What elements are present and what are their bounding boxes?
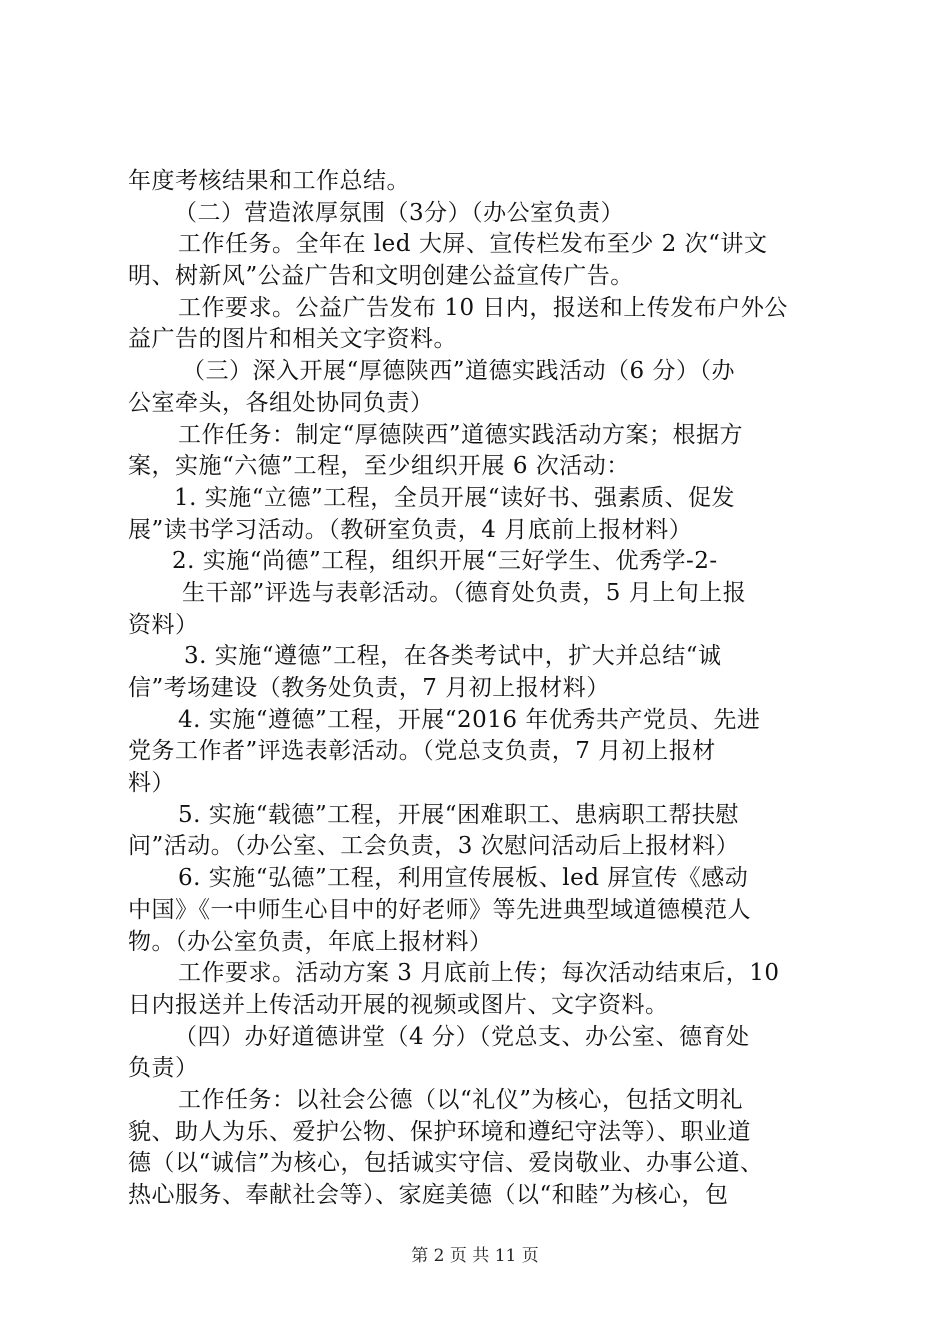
document-line: 热心服务、奉献社会等）、家庭美德（以“和睦”为核心，包 [128,1182,729,1208]
document-line: 5. 实施“载德”工程，开展“困难职工、患病职工帮扶慰 [178,801,740,828]
document-line: 工作任务：制定“厚德陕西”道德实践活动方案；根据方 [178,421,744,448]
document-line: 2. 实施“尚德”工程，组织开展“三好学生、优秀学-2- [172,548,718,575]
document-line: 日内报送并上传活动开展的视频或图片、文字资料。 [128,991,669,1018]
document-line: 工作要求。活动方案 3 月底前上传；每次活动结束后，10 [178,960,780,987]
document-line: 貌、助人为乐、爱护公物、保护环境和遵纪守法等）、职业道 [128,1118,751,1145]
document-line: 资料） [128,611,199,638]
document-line: 党务工作者”评选表彰活动。（党总支负责，7 月初上报材 [128,738,716,765]
document-line: 负责） [128,1055,199,1082]
document-line: 工作任务：以社会公德（以“礼仪”为核心，包括文明礼 [178,1086,744,1113]
document-line: 年度考核结果和工作总结。 [128,168,410,194]
document-line: 德（以“诚信”为核心，包括诚实守信、爱岗敬业、办事公道、 [128,1150,764,1177]
document-line: 6. 实施“弘德”工程，利用宣传展板、led 屏宣传《感动 [178,865,749,892]
document-line: 1. 实施“立德”工程，全员开展“读好书、强素质、促发 [174,484,736,511]
document-line: 明、树新风”公益广告和文明创建公益宣传广告。 [128,263,634,290]
document-line: （二）营造浓厚氛围（3分）（办公室负责） [174,199,625,226]
document-line: （三）深入开展“厚德陕西”道德实践活动（6 分）（办 [182,358,735,385]
document-line: 生干部”评选与表彰活动。（德育处负责，5 月上旬上报 [182,579,747,606]
document-line: （四）办好道德讲堂（4 分）（党总支、办公室、德育处 [174,1023,750,1050]
document-line: 公室牵头，各组处协同负责） [128,389,434,416]
document-line: 益广告的图片和相关文字资料。 [128,326,457,353]
document-line: 3. 实施“遵德”工程，在各类考试中，扩大并总结“诚 [184,643,722,670]
document-line: 工作任务。全年在 led 大屏、宣传栏发布至少 2 次“讲文 [178,231,768,258]
document-line: 案，实施“六德”工程，至少组织开展 6 次活动： [128,453,630,480]
page-footer: 第 2 页 共 11 页 [411,1246,539,1266]
document-line: 物。（办公室负责，年底上报材料） [128,928,493,955]
document-line: 中国》《一中师生心目中的好老师》等先进典型域道德模范人 [128,896,751,923]
document-line: 料） [128,770,175,797]
document-body [128,166,840,1212]
document-line: 问”活动。（办公室、工会负责，3 次慰问活动后上报材料） [128,833,740,860]
document-line: 信”考场建设（教务处负责，7 月初上报材料） [128,675,610,701]
document-line: 4. 实施“遵德”工程，开展“2016 年优秀共产党员、先进 [178,706,761,733]
document-line: 展”读书学习活动。（教研室负责，4 月底前上报材料） [128,516,693,543]
document-line: 工作要求。公益广告发布 10 日内，报送和上传发布户外公 [178,294,788,321]
